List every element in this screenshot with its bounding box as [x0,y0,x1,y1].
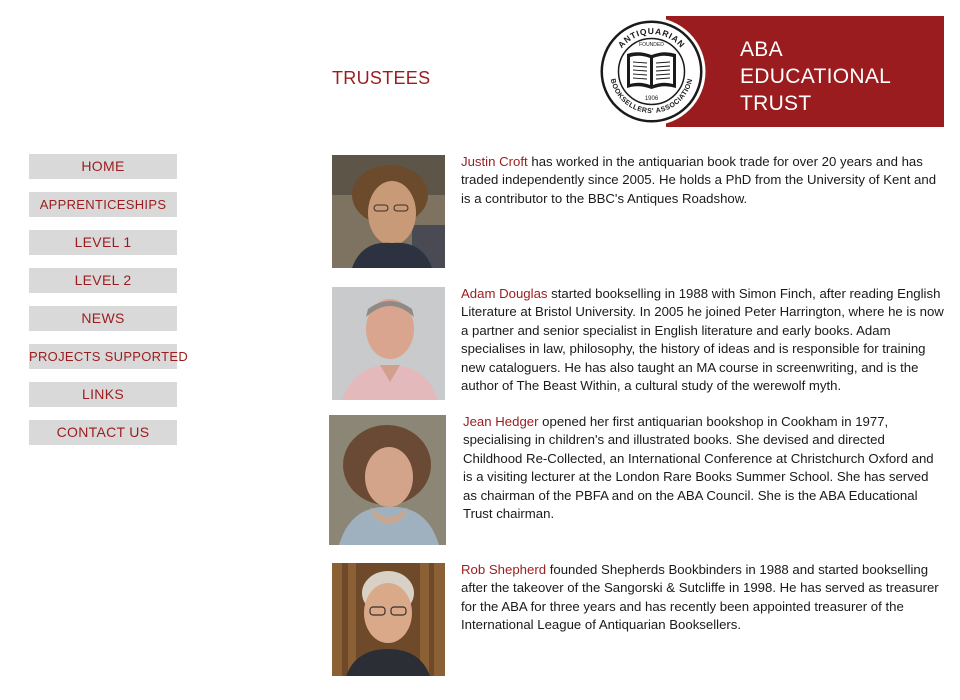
trustee-name[interactable]: Jean Hedger [463,414,539,429]
trustee-photo [332,563,445,676]
seal-top-text: ANTIQUARIAN [615,25,688,50]
nav-level-2[interactable]: LEVEL 2 [29,268,177,293]
nav-news[interactable]: NEWS [29,306,177,331]
trustee-description: has worked in the antiquarian book trade for over 20 years and has traded independently since 2005. He holds a PhD from the University of Kent and is a contributor to the BBC's Antiques Roadshow. [461,154,937,206]
trustee-photo [329,415,446,545]
trustee-bio [461,285,945,395]
nav-home[interactable]: HOME [29,154,177,179]
logo-line-2: EDUCATIONAL [740,65,892,88]
trustee-bio [461,153,945,208]
trustee-photo [332,287,445,400]
nav-links[interactable]: LINKS [29,382,177,407]
trustee-name[interactable]: Justin Croft [461,154,528,169]
trustee-description: founded Shepherds Bookbinders in 1988 and started bookselling after the takeover of the Sangorski & Sutcliffe in 1998. He has served as treasurer for the ABA for three years and has recently been appointed treasurer of the International League of Antiquarian Booksellers. [461,562,939,633]
seal-bottom-text: BOOKSELLERS' ASSOCIATION [608,77,695,116]
logo-text [740,36,891,117]
page-title: TRUSTEES [332,68,431,88]
trustee-bio [463,413,943,523]
trustee-photo [332,155,445,268]
aba-logo[interactable] [596,16,944,127]
seal-icon [596,16,707,127]
seal-year-text: 1906 [644,96,659,102]
logo-line-3: TRUST [740,92,812,115]
trustee-bio [461,561,945,635]
book-icon [627,52,676,89]
nav-level-1[interactable]: LEVEL 1 [29,230,177,255]
nav-projects-supported[interactable]: PROJECTS SUPPORTED [29,344,177,369]
logo-line-1: ABA [740,38,783,61]
nav-contact-us[interactable]: CONTACT US [29,420,177,445]
trustee-description: started bookselling in 1988 with Simon Finch, after reading English Literature at Bristol University. In 2005 he joined Peter Harrington, where he is now a partner and senior specialist in English literature and early books. Adam specialises in law, philosophy, the history of ideas and is responsible for training new cataloguers. He has also taught an MA course in screenwriting, and is the author of The Beast Within, a cultural study of the werewolf myth. [461,286,944,394]
seal-founded-text: FOUNDED [639,42,664,48]
trustee-name[interactable]: Rob Shepherd [461,562,547,577]
trustee-description: opened her first antiquarian bookshop in Cookham in 1977, specialising in children's and illustrated books. She devised and directed Childhood Re-Collected, an International Conference at Christchurch Oxford and is a visiting lecturer at the London Rare Books Summer School. She has served as chairman of the PBFA and on the ABA Council. She is the ABA Educational Trust chairman. [463,414,934,522]
trustee-name[interactable]: Adam Douglas [461,286,548,301]
nav-apprenticeships[interactable]: APPRENTICESHIPS [29,192,177,217]
